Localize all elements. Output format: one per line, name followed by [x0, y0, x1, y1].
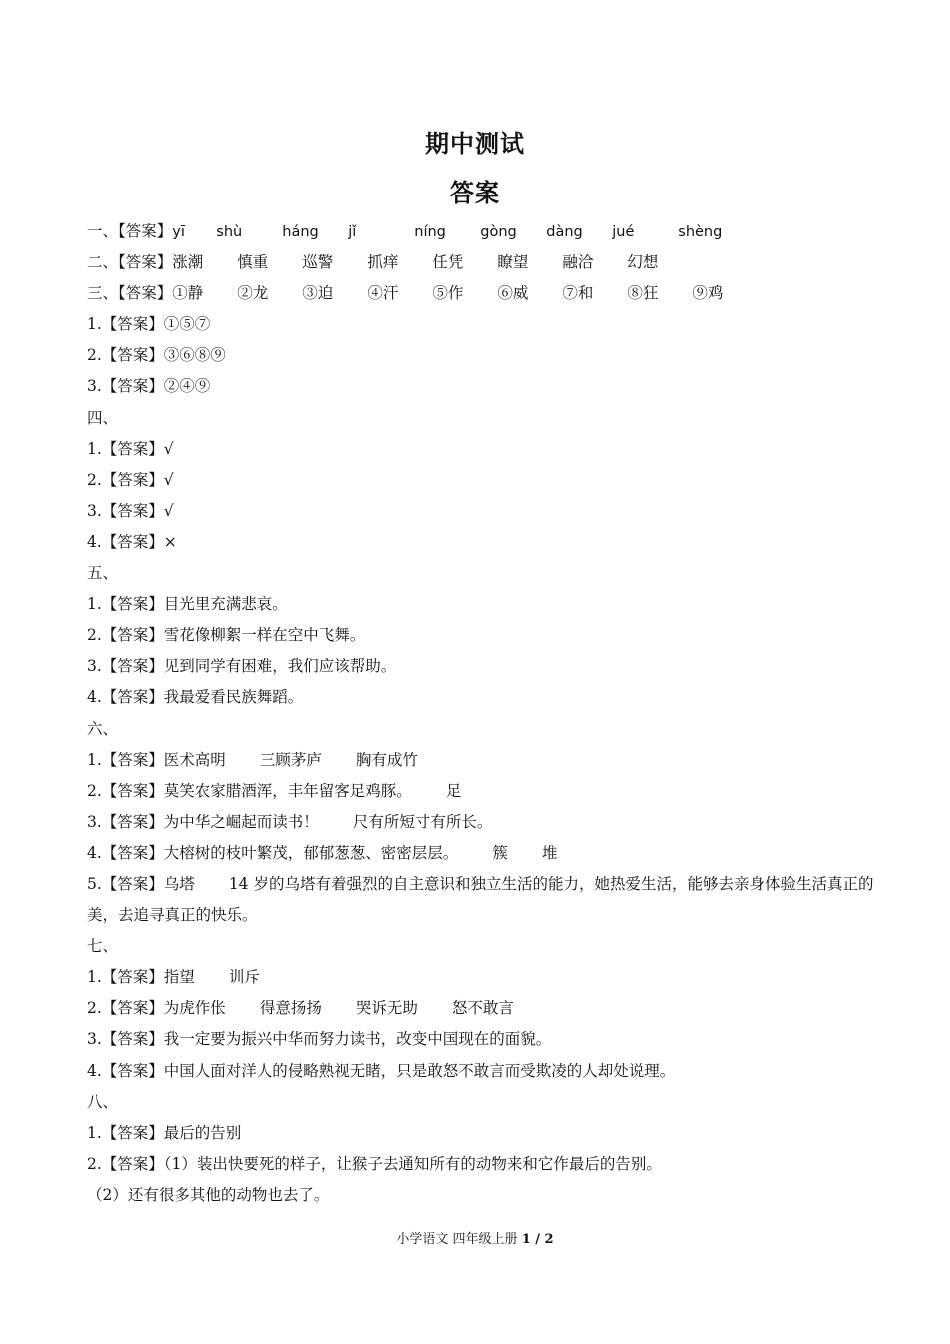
pinyin-item: jué [612, 224, 635, 240]
word-item: ⑦和 [562, 284, 594, 303]
answer-prefix: 1.【答案】 [87, 968, 164, 987]
section-1-answer [87, 216, 877, 247]
page-number: 1 / 2 [521, 1232, 554, 1247]
answer-line: 2.【答案】雪花像柳絮一样在空中飞舞。 [87, 626, 366, 645]
answer-line [87, 869, 877, 931]
answer-line: 4.【答案】中国人面对洋人的侵略熟视无睹，只是敢怒不敢言而受欺凌的人却处说理。 [87, 1061, 676, 1080]
word-item: 慎重 [237, 253, 269, 272]
answer-line: 3.【答案】见到同学有困难，我们应该帮助。 [87, 657, 397, 676]
word-item: ③迫 [302, 284, 334, 303]
section-heading: 五、 [87, 564, 119, 583]
answer-line: 2.【答案】（1）装出快要死的样子，让猴子去通知所有的动物来和它作最后的告别。 [87, 1154, 662, 1173]
answer-prefix: 2.【答案】 [87, 781, 164, 800]
section-heading: 七、 [87, 937, 119, 956]
word-item: 幻想 [627, 253, 659, 272]
section-heading: 四、 [87, 408, 119, 427]
word-item: ⑥威 [497, 284, 529, 303]
pinyin-item: níng [414, 224, 446, 240]
section-2-answer [87, 247, 877, 278]
word-item: 涨潮 [172, 253, 204, 272]
word-item: ⑧狂 [627, 284, 659, 303]
answer-part: 堆 [541, 843, 558, 862]
answer-part: 莫笑农家腊酒浑，丰年留客足鸡豚。 [163, 781, 412, 800]
answer-part: 为中华之崛起而读书！ [163, 812, 319, 831]
answer-line: 1.【答案】最后的告别 [87, 1123, 242, 1142]
pinyin-item: gòng [480, 224, 517, 240]
page-subtitle: 答案 [450, 179, 500, 207]
pinyin-item: háng [282, 224, 319, 240]
answer-line: 4.【答案】我最爱看民族舞蹈。 [87, 688, 304, 707]
answer-part: 医术高明 [163, 750, 226, 769]
answer-part: 簇 [492, 843, 508, 862]
answer-line: 3.【答案】√ [87, 501, 174, 520]
answer-prefix: 3.【答案】 [87, 812, 164, 831]
answer-line [87, 776, 877, 807]
word-item: ⑨鸡 [692, 284, 724, 303]
pinyin-item: dàng [546, 224, 583, 240]
pinyin-item: shù [216, 224, 243, 240]
word-item: 融洽 [562, 253, 594, 272]
pinyin-item: jǐ [348, 224, 357, 240]
answer-line: 1.【答案】目光里充满悲哀。 [87, 595, 288, 614]
answer-line [87, 838, 877, 869]
answer-line: 1.【答案】√ [87, 439, 174, 458]
answer-part: 为虎作伥 [163, 999, 226, 1018]
answer-line: 2.【答案】√ [87, 470, 174, 489]
footer-text: 小学语文 四年级上册 [396, 1232, 518, 1247]
word-item: 巡警 [302, 253, 334, 272]
answer-prefix: 1.【答案】 [87, 750, 164, 769]
answer-part: 尺有所短寸有所长。 [352, 812, 493, 831]
answer-part: 怒不敢言 [451, 999, 514, 1018]
answer-part: 三顾茅庐 [259, 750, 322, 769]
section-1-prefix: 一、【答案】 [87, 222, 173, 240]
section-2-prefix: 二、【答案】 [87, 253, 173, 272]
word-item: 抓痒 [367, 253, 399, 272]
section-heading: 六、 [87, 719, 119, 738]
answer-line [87, 993, 877, 1024]
answer-line: （2）还有很多其他的动物也去了。 [87, 1185, 330, 1204]
word-item: ①静 [172, 284, 204, 303]
answer-prefix: 5.【答案】 [87, 874, 164, 893]
answer-prefix: 2.【答案】 [87, 999, 164, 1018]
answer-part: 大榕树的枝叶繁茂，郁郁葱葱、密密层层。 [163, 843, 459, 862]
answer-line: 3.【答案】②④⑨ [87, 377, 211, 396]
answer-part: 得意扬扬 [259, 999, 322, 1018]
answer-part: 足 [445, 781, 462, 800]
word-item: ②龙 [237, 284, 269, 303]
answer-line: 1.【答案】①⑤⑦ [87, 315, 211, 334]
answer-part: 乌塔 [163, 874, 195, 893]
section-heading: 八、 [87, 1092, 119, 1111]
page-footer [0, 1228, 950, 1247]
section-3-prefix: 三、【答案】 [87, 284, 173, 303]
section-3-answer [87, 278, 877, 309]
answer-line: 4.【答案】× [87, 532, 177, 551]
word-item: 任凭 [432, 253, 464, 272]
answer-part: 14 岁的乌塔有着强烈的自主意识和独立生活的能力，她热爱生活，能够去亲身体验生活真正的美，去追寻真正的快乐。 [87, 874, 874, 925]
word-item: ④汗 [367, 284, 399, 303]
answer-prefix: 4.【答案】 [87, 843, 164, 862]
word-item: 瞭望 [497, 253, 529, 272]
pinyin-item: shèng [678, 224, 723, 240]
answer-line [87, 745, 877, 776]
answer-line: 2.【答案】③⑥⑧⑨ [87, 346, 226, 365]
answer-line [87, 962, 877, 993]
answer-part: 哭诉无助 [355, 999, 418, 1018]
answer-body [87, 216, 877, 1211]
answer-part: 训斥 [228, 968, 260, 987]
pinyin-item: yī [172, 224, 185, 240]
answer-part: 胸有成竹 [355, 750, 418, 769]
page-title: 期中测试 [425, 130, 525, 158]
answer-line [87, 807, 877, 838]
word-item: ⑤作 [432, 284, 464, 303]
answer-line: 3.【答案】我一定要为振兴中华而努力读书，改变中国现在的面貌。 [87, 1030, 552, 1049]
answer-part: 指望 [163, 968, 195, 987]
